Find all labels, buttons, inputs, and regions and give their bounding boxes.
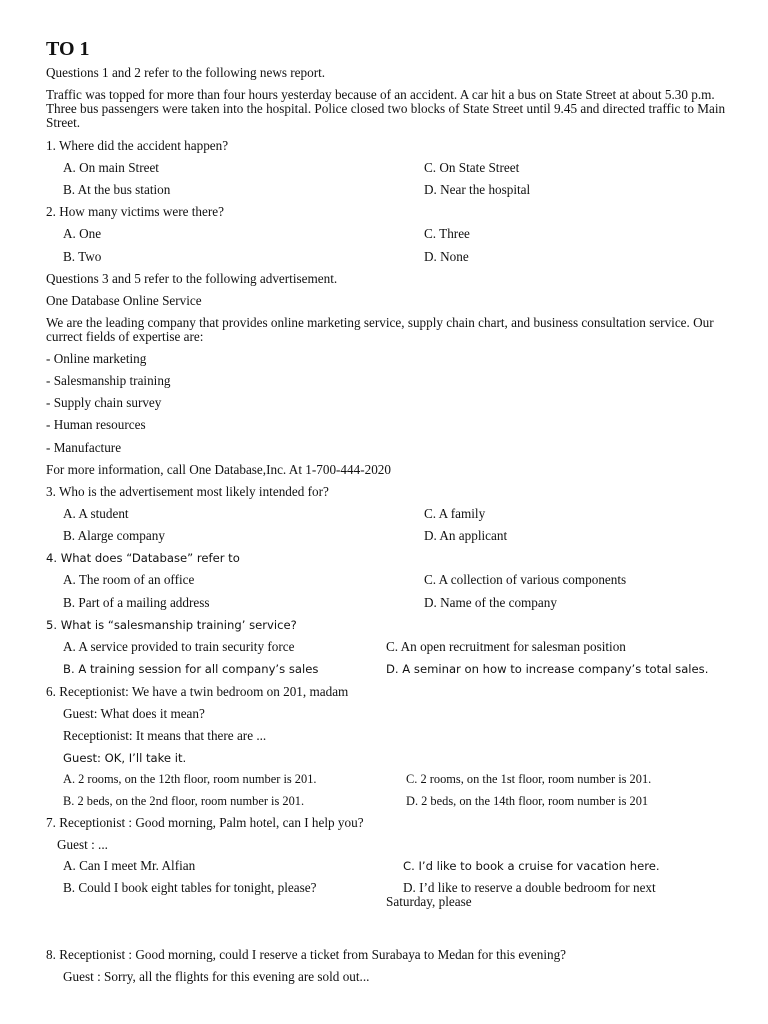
- q6-line: Receptionist: It means that there are ...: [63, 728, 267, 743]
- q7-line: Guest : ...: [57, 837, 108, 852]
- q8-line: 8. Receptionist : Good morning, could I reserve a ticket from Surabaya to Medan for this evening?: [46, 947, 567, 962]
- ad-field: - Manufacture: [46, 440, 122, 455]
- q6-line: Guest: OK, I’ll take it.: [63, 751, 187, 765]
- q1-option-a: A. On main Street: [63, 160, 159, 175]
- q3-option-b: B. Alarge company: [63, 528, 165, 543]
- q4-option-a: A. The room of an office: [63, 572, 195, 587]
- q1-option-c: C. On State Street: [424, 160, 520, 175]
- q4-option-d: D. Name of the company: [424, 595, 557, 610]
- q5-option-a: A. A service provided to train security force: [63, 639, 295, 654]
- q3-option-c: C. A family: [424, 506, 486, 521]
- q4-option-c: C. A collection of various components: [424, 572, 627, 587]
- q5-question: 5. What is “salesmanship training’ service?: [46, 618, 297, 632]
- q8-line: Guest : Sorry, all the flights for this evening are sold out...: [63, 969, 370, 984]
- q1-question: 1. Where did the accident happen?: [46, 138, 229, 153]
- q2-option-a: A. One: [63, 226, 102, 241]
- q4-option-b: B. Part of a mailing address: [63, 595, 210, 610]
- q3-5-intro: Questions 3 and 5 refer to the following advertisement.: [46, 271, 338, 286]
- ad-body: We are the leading company that provides online marketing service, supply chain chart, and business consultation service. Our currect fields of expertise are:: [46, 315, 714, 344]
- q7-line: 7. Receptionist : Good morning, Palm hotel, can I help you?: [46, 815, 364, 830]
- ad-contact: For more information, call One Database,Inc. At 1-700-444-2020: [46, 462, 391, 477]
- news-report: Traffic was topped for more than four hours yesterday because of an accident. A car hit a bus on State Street at about 5.30 p.m. Three bus passengers were taken into the hospital. Police closed two blocks of State Street until 9.45 and directed traffic to Main Street.: [46, 87, 726, 130]
- q6-option-d: D. 2 beds, on the 14th floor, room number is 201: [406, 794, 649, 808]
- q3-question: 3. Who is the advertisement most likely intended for?: [46, 484, 329, 499]
- q7-option-d-cont: Saturday, please: [386, 894, 472, 909]
- q5-option-d: D. A seminar on how to increase company’s total sales.: [386, 662, 709, 676]
- q6-line: Guest: What does it mean?: [63, 706, 205, 721]
- ad-field: - Online marketing: [46, 351, 147, 366]
- q5-option-c: C. An open recruitment for salesman position: [386, 639, 626, 654]
- q2-option-c: C. Three: [424, 226, 470, 241]
- ad-field: - Human resources: [46, 417, 146, 432]
- q5-option-b: B. A training session for all company’s sales: [63, 662, 319, 676]
- q7-option-c: C. I’d like to book a cruise for vacation here.: [403, 859, 660, 873]
- q7-option-b: B. Could I book eight tables for tonight, please?: [63, 880, 317, 895]
- q4-question: 4. What does “Database” refer to: [46, 551, 240, 565]
- q2-option-b: B. Two: [63, 249, 102, 264]
- page-title: TO 1: [46, 38, 90, 60]
- q6-option-b: B. 2 beds, on the 2nd floor, room number is 201.: [63, 794, 305, 808]
- q7-option-a: A. Can I meet Mr. Alfian: [63, 858, 196, 873]
- q6-line: 6. Receptionist: We have a twin bedroom on 201, madam: [46, 684, 349, 699]
- ad-field: - Salesmanship training: [46, 373, 171, 388]
- q7-option-d: D. I’d like to reserve a double bedroom for next: [403, 880, 656, 895]
- q6-option-c: C. 2 rooms, on the 1st floor, room number is 201.: [406, 772, 652, 786]
- q3-option-d: D. An applicant: [424, 528, 508, 543]
- ad-field: - Supply chain survey: [46, 395, 162, 410]
- q3-option-a: A. A student: [63, 506, 129, 521]
- q2-question: 2. How many victims were there?: [46, 204, 224, 219]
- q1-option-b: B. At the bus station: [63, 182, 171, 197]
- q1-option-d: D. Near the hospital: [424, 182, 531, 197]
- q6-option-a: A. 2 rooms, on the 12th floor, room number is 201.: [63, 772, 317, 786]
- q2-option-d: D. None: [424, 249, 469, 264]
- q1-2-intro: Questions 1 and 2 refer to the following news report.: [46, 65, 326, 80]
- ad-name: One Database Online Service: [46, 293, 202, 308]
